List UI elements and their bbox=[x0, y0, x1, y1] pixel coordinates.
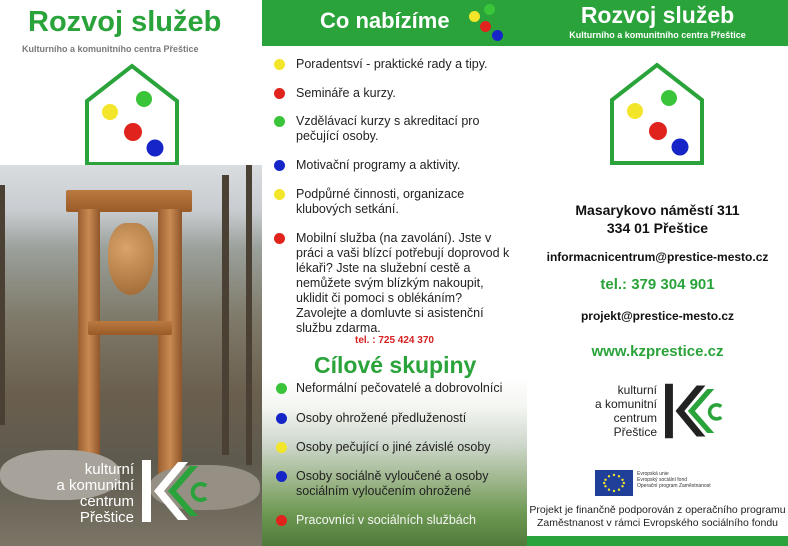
offer-text: Podpůrné činnosti, organizace klubových setkání. bbox=[296, 187, 465, 216]
panel3-subtitle: Kulturního a komunitního centra Přeštice bbox=[569, 30, 746, 40]
panel2-title: Co nabízíme bbox=[320, 8, 450, 33]
offer-item bbox=[274, 86, 519, 101]
target-group-item bbox=[276, 411, 521, 426]
red-dot-icon bbox=[480, 21, 491, 32]
panel3-logo-text bbox=[569, 383, 657, 439]
blue-bullet-icon bbox=[276, 471, 287, 482]
project-line: Projekt je finančně podporován z operačního programu bbox=[529, 504, 786, 516]
panel1-title: Rozvoj služeb bbox=[28, 6, 222, 38]
panel-contacts bbox=[527, 0, 788, 546]
target-group-item bbox=[276, 381, 521, 396]
logo-line: centrum bbox=[79, 493, 134, 510]
target-group-item bbox=[276, 440, 521, 455]
yellow-bullet-icon bbox=[274, 189, 285, 200]
target-group-item bbox=[276, 469, 506, 499]
mobile-service-phone: tel. : 725 424 370 bbox=[355, 335, 434, 346]
logo-line: kulturní bbox=[617, 383, 657, 397]
eu-line: Operační program Zaměstnanost bbox=[637, 483, 711, 489]
eu-line: Evropská unie bbox=[637, 471, 669, 477]
panel1-logo-text bbox=[38, 462, 134, 526]
carved-heart bbox=[108, 223, 154, 295]
red-bullet-icon bbox=[276, 515, 287, 526]
eu-fund-text bbox=[637, 471, 711, 489]
offer-text: Mobilní služba (na zavolání). Jste v práci a vaši blízcí potřebují doprovod k lékaři? Jste na služební cestě a nemůžete svým blízkým nakoupit, uklidit či pomoci s oblékáním? Zavolejte a domluvte si asistenční službu zdarma. bbox=[296, 231, 510, 335]
group-text: Osoby sociálně vyloučené a osoby sociálním vyloučením ohrožené bbox=[296, 469, 489, 498]
blue-dot-icon bbox=[492, 30, 503, 41]
kkc-logo-icon bbox=[140, 458, 210, 524]
tree-trunk bbox=[0, 185, 5, 425]
offer-text: Vzdělávací kurzy s akreditací pro pečující osoby. bbox=[296, 114, 480, 143]
logo-line: Přeštice bbox=[79, 509, 134, 526]
phone-number[interactable]: tel.: 379 304 901 bbox=[600, 276, 715, 293]
offer-item bbox=[274, 187, 506, 217]
blue-bullet-icon bbox=[276, 413, 287, 424]
offer-item bbox=[274, 114, 499, 144]
group-text: Osoby pečující o jiné závislé osoby bbox=[296, 440, 491, 454]
tree-trunk bbox=[222, 175, 229, 455]
panel-offers bbox=[262, 0, 527, 546]
kkc-logo-icon bbox=[663, 382, 725, 440]
info-email-link[interactable]: informacnicentrum@prestice-mesto.cz bbox=[546, 250, 769, 264]
group-text: Neformální pečovatelé a dobrovolníci bbox=[296, 381, 503, 395]
logo-line: centrum bbox=[613, 411, 657, 425]
group-text: Pracovníci v sociálních službách bbox=[296, 513, 476, 527]
house-logo-icon bbox=[609, 62, 705, 166]
project-email-link[interactable]: projekt@prestice-mesto.cz bbox=[580, 309, 735, 323]
bottom-green-bar bbox=[527, 536, 788, 546]
offer-text: Poradentsví - praktické rady a tipy. bbox=[296, 57, 488, 71]
website-link[interactable]: www.kzprestice.cz bbox=[591, 343, 724, 360]
red-bullet-icon bbox=[274, 88, 285, 99]
project-line: Zaměstnanost v rámci Evropského sociálního fondu bbox=[536, 517, 779, 529]
blue-bullet-icon bbox=[274, 160, 285, 171]
eu-flag-icon bbox=[595, 470, 633, 496]
green-dot-icon bbox=[484, 4, 495, 15]
house-logo-icon bbox=[84, 63, 180, 167]
offer-text: Motivační programy a aktivity. bbox=[296, 158, 461, 172]
offer-item bbox=[274, 158, 519, 173]
yellow-bullet-icon bbox=[274, 59, 285, 70]
yellow-dot-icon bbox=[469, 11, 480, 22]
eu-line: Evropský sociální fond bbox=[637, 477, 688, 483]
panel-cover-left bbox=[0, 0, 262, 546]
offer-text: Semináře a kurzy. bbox=[296, 86, 396, 100]
sculpture-middle-beam bbox=[88, 321, 172, 335]
address-city: 334 01 Přeštice bbox=[606, 220, 709, 236]
yellow-bullet-icon bbox=[276, 442, 287, 453]
logo-line: a komunitní bbox=[594, 397, 657, 411]
tree-trunk bbox=[246, 165, 252, 465]
target-group-item bbox=[276, 513, 521, 528]
panel3-title: Rozvoj služeb bbox=[580, 2, 735, 28]
project-funding-note bbox=[527, 504, 788, 530]
logo-line: a komunitní bbox=[56, 477, 134, 494]
logo-line: Přeštice bbox=[613, 425, 657, 439]
green-bullet-icon bbox=[274, 116, 285, 127]
green-bullet-icon bbox=[276, 383, 287, 394]
offer-item bbox=[274, 57, 519, 72]
target-groups-title: Cílové skupiny bbox=[314, 352, 477, 378]
group-text: Osoby ohrožené předlužeností bbox=[296, 411, 467, 425]
panel1-subtitle: Kulturního a komunitního centra Přeštice bbox=[22, 44, 199, 54]
offer-item bbox=[274, 231, 510, 336]
logo-line: kulturní bbox=[84, 461, 134, 478]
red-bullet-icon bbox=[274, 233, 285, 244]
sculpture-right-post bbox=[158, 209, 182, 479]
address-street: Masarykovo náměstí 311 bbox=[575, 202, 740, 218]
